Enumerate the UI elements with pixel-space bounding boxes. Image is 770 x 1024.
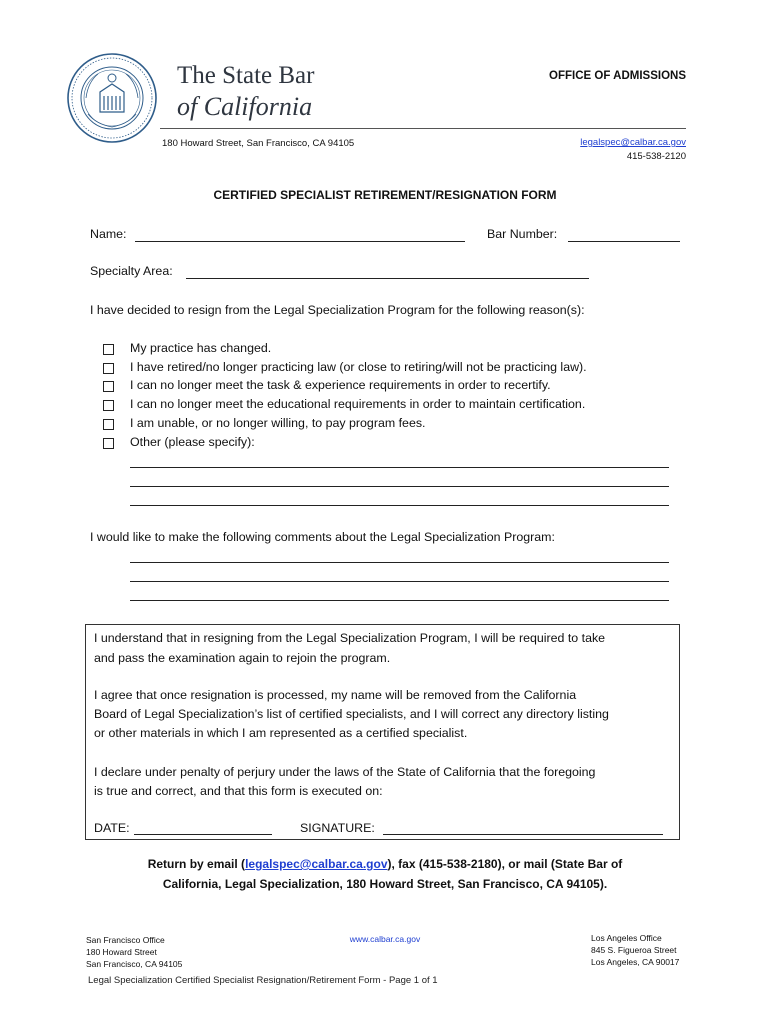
other-reason-line-1[interactable] (130, 467, 669, 468)
checkbox[interactable] (103, 400, 114, 411)
comments-line-1[interactable] (130, 562, 669, 563)
header-email-link[interactable]: legalspec@calbar.ca.gov (580, 137, 686, 148)
return-text: ), fax (415-538-2180), or mail (State Bar of (387, 857, 623, 871)
reason-label: I can no longer meet the educational requirements in order to maintain certification. (130, 397, 586, 411)
reasons-intro: I have decided to resign from the Legal Specialization Program for the following reason(s): (90, 303, 585, 317)
checkbox[interactable] (103, 419, 114, 430)
date-field[interactable] (134, 834, 272, 835)
sf-office-street: 180 Howard Street (86, 947, 157, 957)
signature-field[interactable] (383, 834, 663, 835)
comments-line-2[interactable] (130, 581, 669, 582)
document-footer: Legal Specialization Certified Specialist Resignation/Retirement Form - Page 1 of 1 (88, 975, 438, 986)
comments-line-3[interactable] (130, 600, 669, 601)
website-link[interactable]: www.calbar.ca.gov (349, 934, 421, 944)
checkbox[interactable] (103, 438, 114, 449)
bar-number-field[interactable] (568, 241, 680, 242)
return-instructions-line2: California, Legal Specialization, 180 Howard Street, San Francisco, CA 94105). (162, 877, 608, 891)
declaration-text: and pass the examination again to rejoin the program. (94, 651, 391, 665)
reason-label: I have retired/no longer practicing law (or close to retiring/will not be practicing law). (130, 360, 587, 374)
comments-intro: I would like to make the following comments about the Legal Specialization Program: (90, 530, 555, 544)
la-office-street: 845 S. Figueroa Street (591, 945, 677, 955)
checkbox[interactable] (103, 344, 114, 355)
reason-label: My practice has changed. (130, 341, 272, 355)
sf-office-title: San Francisco Office (86, 935, 165, 945)
checkbox[interactable] (103, 381, 114, 392)
bar-number-label: Bar Number: (487, 227, 558, 241)
header-address: 180 Howard Street, San Francisco, CA 94105 (162, 138, 355, 149)
return-email-link[interactable]: legalspec@calbar.ca.gov (245, 857, 388, 871)
specialty-label: Specialty Area: (90, 264, 173, 278)
declaration-text: I declare under penalty of perjury under the laws of the State of California that the foregoing (94, 765, 596, 779)
specialty-field[interactable] (186, 278, 589, 279)
state-bar-seal-icon (66, 52, 158, 144)
la-office-title: Los Angeles Office (591, 933, 662, 943)
date-label: DATE: (94, 821, 130, 835)
signature-label: SIGNATURE: (300, 821, 375, 835)
office-heading: OFFICE OF ADMISSIONS (549, 70, 686, 82)
reason-label: I can no longer meet the task & experience requirements in order to recertify. (130, 378, 551, 392)
declaration-text: or other materials in which I am represented as a certified specialist. (94, 726, 468, 740)
sf-office-city: San Francisco, CA 94105 (86, 959, 183, 969)
name-field[interactable] (135, 241, 465, 242)
la-office (591, 932, 679, 968)
header-rule (160, 128, 686, 129)
declaration-text: I agree that once resignation is processed, my name will be removed from the California (94, 688, 577, 702)
org-name-line2: of California (177, 92, 313, 121)
reason-label: Other (please specify): (130, 435, 255, 449)
name-label: Name: (90, 227, 127, 241)
sf-office (86, 934, 182, 970)
org-name-line1: The State Bar (177, 62, 315, 89)
checkbox[interactable] (103, 363, 114, 374)
return-text: Return by email ( (147, 857, 246, 871)
form-title: CERTIFIED SPECIALIST RETIREMENT/RESIGNATION FORM (213, 188, 557, 202)
header-phone: 415-538-2120 (626, 151, 686, 162)
declaration-text: I understand that in resigning from the Legal Specialization Program, I will be required to take (94, 631, 606, 645)
declaration-text: is true and correct, and that this form is executed on: (94, 784, 383, 798)
other-reason-line-3[interactable] (130, 505, 669, 506)
other-reason-line-2[interactable] (130, 486, 669, 487)
return-instructions-line1 (0, 857, 770, 871)
la-office-city: Los Angeles, CA 90017 (591, 957, 680, 967)
reason-label: I am unable, or no longer willing, to pay program fees. (130, 416, 426, 430)
declaration-text: Board of Legal Specialization’s list of certified specialists, and I will correct any directory listing (94, 707, 609, 721)
